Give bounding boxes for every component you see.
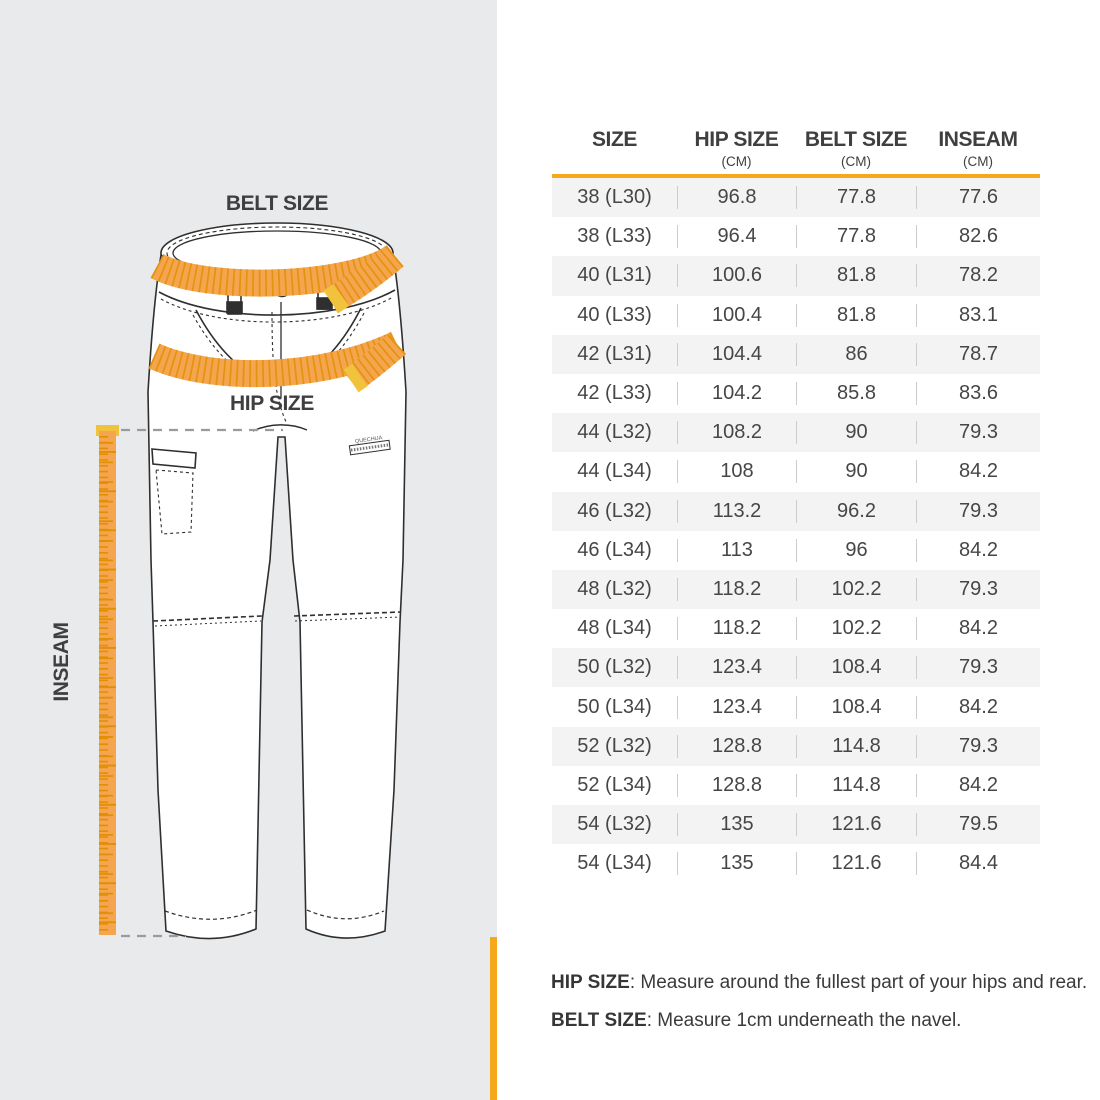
table-cell: 96 [796, 539, 916, 562]
table-cell: 85.8 [796, 382, 916, 405]
table-row [552, 687, 1040, 726]
table-cell: 84.2 [916, 774, 1040, 797]
table-cell: 90 [796, 421, 916, 444]
table-cell: 79.3 [916, 578, 1040, 601]
inseam-label: INSEAM [50, 622, 73, 702]
column-header [796, 128, 916, 171]
table-cell: 96.8 [677, 186, 796, 209]
table-cell: 108.2 [677, 421, 796, 444]
column-header-unit: (CM) [841, 154, 871, 169]
table-cell: 42 (L31) [577, 342, 652, 365]
table-body [552, 178, 1040, 883]
table-cell: 44 (L32) [577, 421, 652, 444]
table-cell: 77.6 [916, 186, 1040, 209]
table-row [552, 766, 1040, 805]
table-cell: 102.2 [796, 578, 916, 601]
table-cell: 79.3 [916, 735, 1040, 758]
table-row [552, 296, 1040, 335]
table-row [552, 256, 1040, 295]
table-cell: 121.6 [796, 813, 916, 836]
belt-size-label: BELT SIZE [225, 192, 329, 215]
pants-drawing [148, 223, 406, 939]
table-cell: 96.2 [796, 500, 916, 523]
table-row [552, 335, 1040, 374]
table-cell: 79.5 [916, 813, 1040, 836]
table-row [552, 570, 1040, 609]
column-header [916, 128, 1040, 171]
table-cell: 81.8 [796, 304, 916, 327]
table-cell: 78.7 [916, 343, 1040, 366]
measurement-note-text: : Measure 1cm underneath the navel. [646, 1010, 962, 1031]
table-cell: 84.2 [916, 617, 1040, 640]
brand-tag-text: QUECHUA [354, 435, 383, 445]
table-cell: 79.3 [916, 421, 1040, 444]
table-cell: 113 [677, 539, 796, 562]
table-cell: 118.2 [677, 578, 796, 601]
table-cell: 81.8 [796, 264, 916, 287]
table-cell: 83.6 [916, 382, 1040, 405]
column-header [677, 128, 796, 171]
table-cell: 77.8 [796, 225, 916, 248]
column-header-label: BELT SIZE [804, 128, 908, 151]
table-cell: 113.2 [677, 500, 796, 523]
column-header-unit: (CM) [721, 154, 752, 169]
table-cell: 84.2 [916, 460, 1040, 483]
measurement-note-label: BELT SIZE [551, 1010, 647, 1031]
table-row [552, 648, 1040, 687]
table-row [552, 531, 1040, 570]
measurement-note [551, 1002, 1081, 1040]
table-row [552, 805, 1040, 844]
table-cell: 46 (L34) [577, 538, 652, 561]
table-cell: 40 (L33) [577, 303, 652, 326]
table-cell: 77.8 [796, 186, 916, 209]
table-cell: 104.2 [677, 382, 796, 405]
table-cell: 38 (L33) [577, 225, 652, 248]
table-cell: 86 [796, 343, 916, 366]
table-cell: 48 (L32) [577, 577, 652, 600]
table-cell: 83.1 [916, 304, 1040, 327]
table-row [552, 609, 1040, 648]
table-row [552, 844, 1040, 883]
table-cell: 38 (L30) [577, 186, 652, 209]
table-cell: 42 (L33) [577, 382, 652, 405]
measurement-note-label: HIP SIZE [551, 972, 630, 993]
inseam-tape [96, 425, 119, 935]
table-row [552, 413, 1040, 452]
table-cell: 108.4 [796, 656, 916, 679]
belt-tape-tip [331, 295, 341, 302]
table-cell: 128.8 [677, 735, 796, 758]
table-cell: 100.6 [677, 264, 796, 287]
table-cell: 48 (L34) [577, 617, 652, 640]
table-cell: 96.4 [677, 225, 796, 248]
measurement-note-text: : Measure around the fullest part of your hips and rear. [629, 972, 1088, 993]
table-cell: 123.4 [677, 656, 796, 679]
measurement-note [551, 964, 1088, 1002]
table-cell: 90 [796, 460, 916, 483]
table-cell: 100.4 [677, 304, 796, 327]
table-cell: 79.3 [916, 656, 1040, 679]
column-header-label: HIP SIZE [694, 128, 779, 151]
table-cell: 108.4 [796, 696, 916, 719]
table-cell: 50 (L32) [577, 656, 652, 679]
table-cell: 123.4 [677, 696, 796, 719]
table-cell: 118.2 [677, 617, 796, 640]
table-cell: 78.2 [916, 264, 1040, 287]
hip-size-label: HIP SIZE [230, 392, 314, 415]
accent-bar [490, 937, 497, 1100]
table-row [552, 374, 1040, 413]
table-cell: 50 (L34) [577, 695, 652, 718]
table-cell: 84.2 [916, 696, 1040, 719]
column-header-label: INSEAM [938, 128, 1018, 151]
table-header-row [552, 128, 1040, 171]
table-cell: 128.8 [677, 774, 796, 797]
table-cell: 135 [677, 852, 796, 875]
table-cell: 46 (L32) [577, 499, 652, 522]
table-cell: 114.8 [796, 735, 916, 758]
table-cell: 40 (L31) [577, 264, 652, 287]
table-cell: 108 [677, 460, 796, 483]
column-header [552, 128, 677, 171]
table-cell: 114.8 [796, 774, 916, 797]
table-cell: 135 [677, 813, 796, 836]
table-cell: 52 (L34) [577, 773, 652, 796]
hip-tape-tip [351, 375, 360, 381]
table-cell: 44 (L34) [577, 460, 652, 483]
column-header-label: SIZE [591, 128, 638, 151]
table-cell: 52 (L32) [577, 734, 652, 757]
table-row [552, 492, 1040, 531]
table-cell: 104.4 [677, 343, 796, 366]
measurement-notes [551, 964, 1088, 1040]
size-table [552, 128, 1040, 883]
table-cell: 82.6 [916, 225, 1040, 248]
column-header-unit: (CM) [963, 154, 993, 169]
table-row [552, 727, 1040, 766]
table-cell: 102.2 [796, 617, 916, 640]
pants-measurement-illustration [0, 0, 497, 1100]
table-cell: 54 (L32) [577, 813, 652, 836]
column-header-unit [552, 152, 677, 171]
table-row [552, 178, 1040, 217]
table-cell: 84.4 [916, 852, 1040, 875]
table-cell: 79.3 [916, 500, 1040, 523]
table-cell: 121.6 [796, 852, 916, 875]
table-cell: 54 (L34) [577, 852, 652, 875]
diagram-panel [0, 0, 497, 1100]
table-row [552, 452, 1040, 491]
table-row [552, 217, 1040, 256]
table-cell: 84.2 [916, 539, 1040, 562]
